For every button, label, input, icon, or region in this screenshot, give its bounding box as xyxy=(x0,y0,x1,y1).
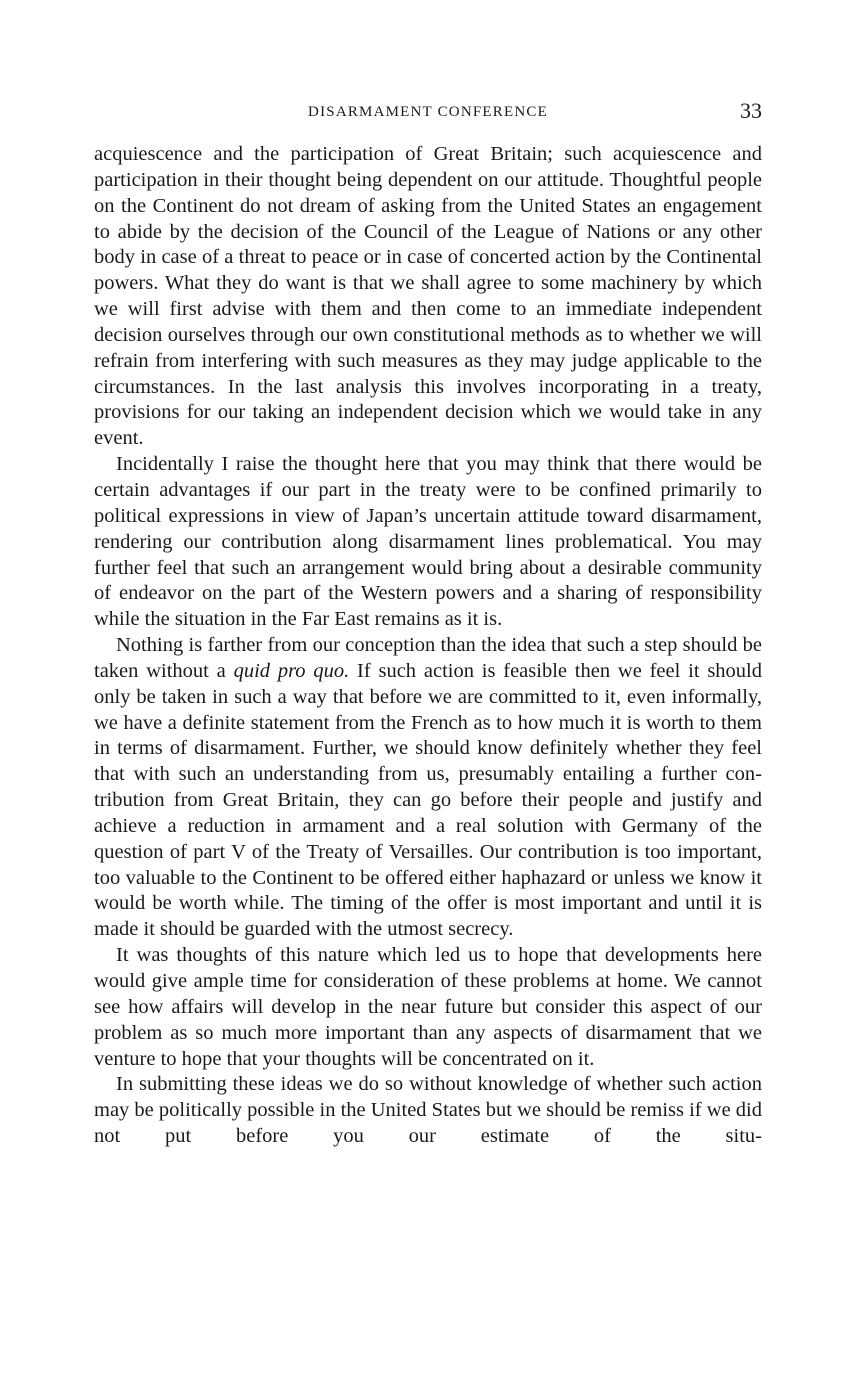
paragraph-3-rest: If such action is feasible then we feel it should only be taken in such a way that before we are committed to it, even informally, we have a definite statement from the French as to how much it is worth to them in terms of disarmament. Further, we should know definitely whether they feel that with such an understanding from us, presumably entailing a further contribution from Great Britain, they can go before their people and justify and achieve a reduction in armament and a real solution with Germany of the question of part V of the Treaty of Versailles. Our contribution is too important, too valuable to the Continent to be offered either haphazard or unless we know it would be worth while. The timing of the offer is most important and until it is made it should be guarded with the utmost secrecy. xyxy=(94,659,762,941)
page-number: 33 xyxy=(740,98,762,123)
paragraph-3-start: Nothing is farther from our conception than the idea that such a step should be taken without a xyxy=(94,634,762,682)
paragraph-3 xyxy=(94,633,762,943)
running-title: DISARMAMENT CONFERENCE xyxy=(308,104,548,120)
paragraph-5: In submitting these ideas we do so without knowledge of whether such action may be politically possible in the United States but we should be remiss if we did not put before you our estimate of the situ- xyxy=(94,1073,762,1148)
running-header xyxy=(94,98,762,128)
document-page xyxy=(94,98,762,1150)
paragraph-2: Incidentally I raise the thought here that you may think that there would be certain advantages if our part in the treaty were to be confined primarily to political expressions in view of Japan’s uncertain attitude toward disarmament, rendering our contribution along disarmament lines problematical. You may further feel that such an arrangement would bring about a desirable community of endeavor on the part of the Western powers and a sharing of responsibility while the situation in the Far East remains as it is. xyxy=(94,453,762,631)
paragraph-4: It was thoughts of this nature which led us to hope that developments here would give ample time for consideration of these problems at home. We cannot see how affairs will develop in the near future but consider this aspect of our problem as so much more important than any aspects of disarmament that we venture to hope that your thoughts will be concentrated on it. xyxy=(94,944,762,1070)
latin-phrase: quid pro quo. xyxy=(233,659,350,682)
paragraph-1: acquiescence and the participation of Great Britain; such acquiescence and participation in their thought being dependent on our attitude. Thoughtful people on the Continent do not dream of asking from the United States an engagement to abide by the decision of the Council of the League of Nations or any other body in case of a threat to peace or in case of concerted action by the Continental powers. What they do want is that we shall agree to some machinery by which we will first advise with them and then come to an immediate independent decision ourselves through our own constitutional methods as to whether we will refrain from interfering with such measures as they may judge applicable to the circumstances. In the last analysis this involves incorporating in a treaty, provisions for our taking an independent decision which we would take in any event. xyxy=(94,143,762,450)
body-text xyxy=(94,142,762,1150)
